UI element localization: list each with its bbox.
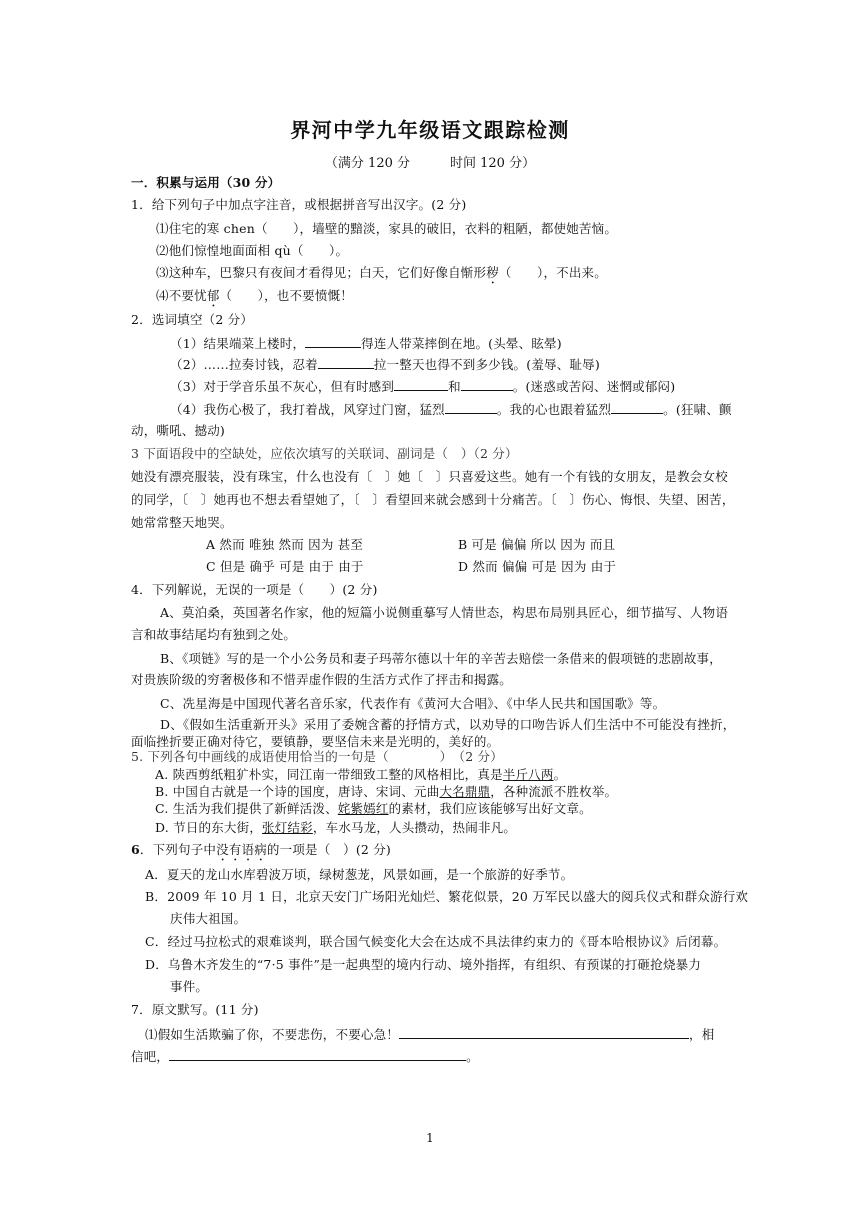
answer-blank[interactable] xyxy=(611,401,663,414)
q5-option-b xyxy=(155,784,617,800)
answer-blank[interactable] xyxy=(318,356,374,369)
q1-stem: 1．给下列句子中加点字注音，或根据拼音写出汉字。(2 分) xyxy=(131,197,467,212)
q5-option-c xyxy=(155,801,592,817)
q3-option-b: B 可是 偏偏 所以 因为 而且 xyxy=(458,537,616,552)
q7-stem: 7．原文默写。(11 分) xyxy=(131,1002,259,1017)
q2-line-1 xyxy=(170,335,562,352)
q7-line-2-text: 信吧， xyxy=(131,1049,170,1064)
answer-blank[interactable] xyxy=(461,378,513,391)
q4-option-d-line-2: 面临挫折要正确对待它，要镇静，要坚信未来是光明的，美好的。 xyxy=(131,734,500,749)
q6-option-d-line-2: 事件。 xyxy=(170,979,209,994)
underlined-idiom: 半斤八两 xyxy=(502,767,554,782)
q1-line-4 xyxy=(156,288,353,310)
q5-option-c-text: C. 生活为我们提供了新鲜活泼、 xyxy=(155,801,338,816)
dotted-char: 郁 xyxy=(206,288,220,303)
q1-line-3-text: ⑶这种车，巴黎只有夜间才看得见；白天，它们好像自惭形 xyxy=(156,265,487,280)
q6-option-c: C．经过马拉松式的艰难谈判，联合国气候变化大会在达成不具法律约束力的《哥本哈根协议》后闭幕。 xyxy=(145,934,727,949)
q2-line-1-tail: 得连人带菜摔倒在地。(头晕、眩晕) xyxy=(361,336,562,351)
q5-option-d-text: D. 节日的东大街， xyxy=(155,820,263,835)
q2-line-3-tail: 。(迷惑或苦闷、迷惘或郁闷) xyxy=(512,379,676,394)
q4-option-c: C、冼星海是中国现代著名音乐家，代表作有《黄河大合唱》、《中华人民共和国国歌》等。 xyxy=(160,696,666,711)
q4-option-a-line-1: A、莫泊桑，英国著名作家，他的短篇小说侧重摹写人情世态，构思布局别具匠心，细节描写、人物语 xyxy=(160,605,729,620)
q7-line-1 xyxy=(145,1026,714,1043)
q3-option-a: A 然而 唯独 然而 因为 甚至 xyxy=(206,537,364,552)
q3-para-3: 她常常整天地哭。 xyxy=(131,515,233,530)
q2-line-4-text: （4）我伤心极了，我打着战，风穿过门窗，猛烈 xyxy=(170,402,445,417)
q2-line-4 xyxy=(170,401,732,418)
q6-stem-text: ．下列句子中 xyxy=(139,842,217,857)
answer-blank[interactable] xyxy=(445,401,497,414)
q2-line-3-and: 和 xyxy=(448,379,461,394)
q2-line-2 xyxy=(170,356,600,373)
page-number: 1 xyxy=(426,1131,434,1145)
q1-line-3 xyxy=(156,265,607,287)
q6-option-d-line-1: D．乌鲁木齐发生的“7·5 事件”是一起典型的境内行动、境外指挥，有组织、有预谋的打砸抢烧暴力 xyxy=(145,957,702,972)
q7-line-2 xyxy=(131,1048,479,1065)
q1-line-4-tail: （ ），也不要愤慨！ xyxy=(219,288,353,303)
q5-option-a-text: A. 陕西剪纸粗犷朴实，同江南一带细致工整的风格相比，真是 xyxy=(155,767,503,782)
q1-line-2: ⑵他们惊惶地面面相 qù（ ）。 xyxy=(156,243,349,258)
q4-option-a-line-2: 言和故事结尾均有独到之处。 xyxy=(131,627,297,642)
q5-option-b-text: B. 中国自古就是一个诗的国度，唐诗、宋词、元曲 xyxy=(155,784,440,799)
q3-stem: 3 下面语段中的空缺处，应依次填写的关联词、副词是（ ）（2 分） xyxy=(131,446,518,461)
dotted-emphasis: 没有语病 xyxy=(216,842,267,857)
q2-line-5: 动，嘶吼、撼动) xyxy=(131,423,225,438)
q5-option-d-tail: ，车水马龙，人头攒动，热闹非凡。 xyxy=(312,820,517,835)
q5-option-a xyxy=(155,767,566,783)
full-marks: （满分 120 分 xyxy=(324,156,410,171)
q5-option-c-tail: 的素材，我们应该能够写出好文章。 xyxy=(388,801,592,816)
q2-stem: 2．选词填空（2 分） xyxy=(131,312,254,327)
underlined-idiom: 姹紫嫣红 xyxy=(337,801,389,816)
answer-blank[interactable] xyxy=(169,1048,466,1061)
q2-line-2-tail: 拉一整天也得不到多少钱。(羞辱、耻辱) xyxy=(373,357,600,372)
q3-para-2: 的同学，〔 〕她再也不想去看望她了，〔 〕看望回来就会感到十分痛苦。〔 〕伤心、悔恨、失望、困苦， xyxy=(131,492,735,507)
q4-stem: 4．下列解说，无误的一项是（ ）(2 分) xyxy=(131,582,378,597)
q5-stem: 5. 下列各句中画线的成语使用恰当的一句是（ ） （2 分） xyxy=(131,749,503,764)
q6-stem-tail: 的一项是（ ）(2 分) xyxy=(266,842,392,857)
q7-line-1-text: ⑴假如生活欺骗了你，不要悲伤，不要心急！ xyxy=(145,1027,400,1042)
q4-option-b-line-2: 对贵族阶级的穷奢极侈和不惜弄虚作假的生活方式作了抨击和揭露。 xyxy=(131,672,513,687)
section-heading: 一．积累与运用（30 分） xyxy=(131,175,281,190)
page-subtitle xyxy=(0,152,860,171)
underlined-idiom: 张灯结彩 xyxy=(262,820,313,835)
q5-option-b-tail: ，各种流派不胜枚举。 xyxy=(490,784,618,799)
answer-blank[interactable] xyxy=(305,335,361,348)
q4-option-b-line-1: B、《项链》写的是一个小公务员和妻子玛蒂尔德以十年的辛苦去赔偿一条借来的假项链的悲剧故事， xyxy=(160,651,722,666)
underlined-idiom: 大名鼎鼎 xyxy=(439,784,491,799)
q3-para-1: 她没有漂亮服装，没有珠宝，什么也没有〔 〕她〔 〕只喜爱这些。她有一个有钱的女朋友，是教会女校 xyxy=(131,469,728,484)
q1-line-3-tail: （ ），不出来。 xyxy=(498,265,607,280)
q3-option-d: D 然而 偏偏 可是 因为 由于 xyxy=(458,559,617,574)
q6-option-b-line-2: 庆伟大祖国。 xyxy=(170,911,247,926)
q2-line-3-text: （3）对于学音乐虽不灰心，但有时感到 xyxy=(170,379,395,394)
q7-line-1-tail: ，相 xyxy=(689,1027,715,1042)
q4-option-d-line-1: D、《假如生活重新开头》采用了委婉含蓄的抒情方式，以劝导的口吻告诉人们生活中不可能没有挫折， xyxy=(160,717,736,732)
q6-option-a: A．夏天的龙山水库碧波万顷，绿树葱茏，风景如画，是一个旅游的好季节。 xyxy=(145,867,574,882)
q6-option-b-line-1: B．2009 年 10 月 1 日，北京天安门广场阳光灿烂、繁花似景，20 万军民以盛大的阅兵仪式和群众游行欢 xyxy=(145,889,749,904)
answer-blank[interactable] xyxy=(394,378,448,391)
q2-line-1-text: （1）结果端菜上楼时， xyxy=(170,336,306,351)
q6-number: 6 xyxy=(131,842,140,857)
q6-stem xyxy=(131,842,391,864)
q2-line-2-text: （2）……拉奏讨钱，忍着 xyxy=(170,357,318,372)
q5-option-d xyxy=(155,820,516,836)
q7-line-2-tail: 。 xyxy=(466,1049,479,1064)
time-limit: 时间 120 分） xyxy=(450,156,536,171)
q3-option-c: C 但是 确乎 可是 由于 由于 xyxy=(206,559,364,574)
q5-option-a-tail: 。 xyxy=(553,767,567,782)
q1-line-1: ⑴住宅的寒 chen（ ），墙壁的黯淡，家具的破旧，衣料的粗陋，都使她苦恼。 xyxy=(156,221,618,236)
q2-line-3 xyxy=(170,378,675,395)
q2-line-4-mid: 。我的心也跟着猛烈 xyxy=(496,402,612,417)
q1-line-4-text: ⑷不要忧 xyxy=(156,288,207,303)
dotted-char: 秽 xyxy=(486,265,499,280)
page-title: 界河中学九年级语文跟踪检测 xyxy=(290,118,570,142)
answer-blank[interactable] xyxy=(399,1026,689,1039)
q2-line-4-tail: 。(狂啸、颤 xyxy=(663,402,732,417)
